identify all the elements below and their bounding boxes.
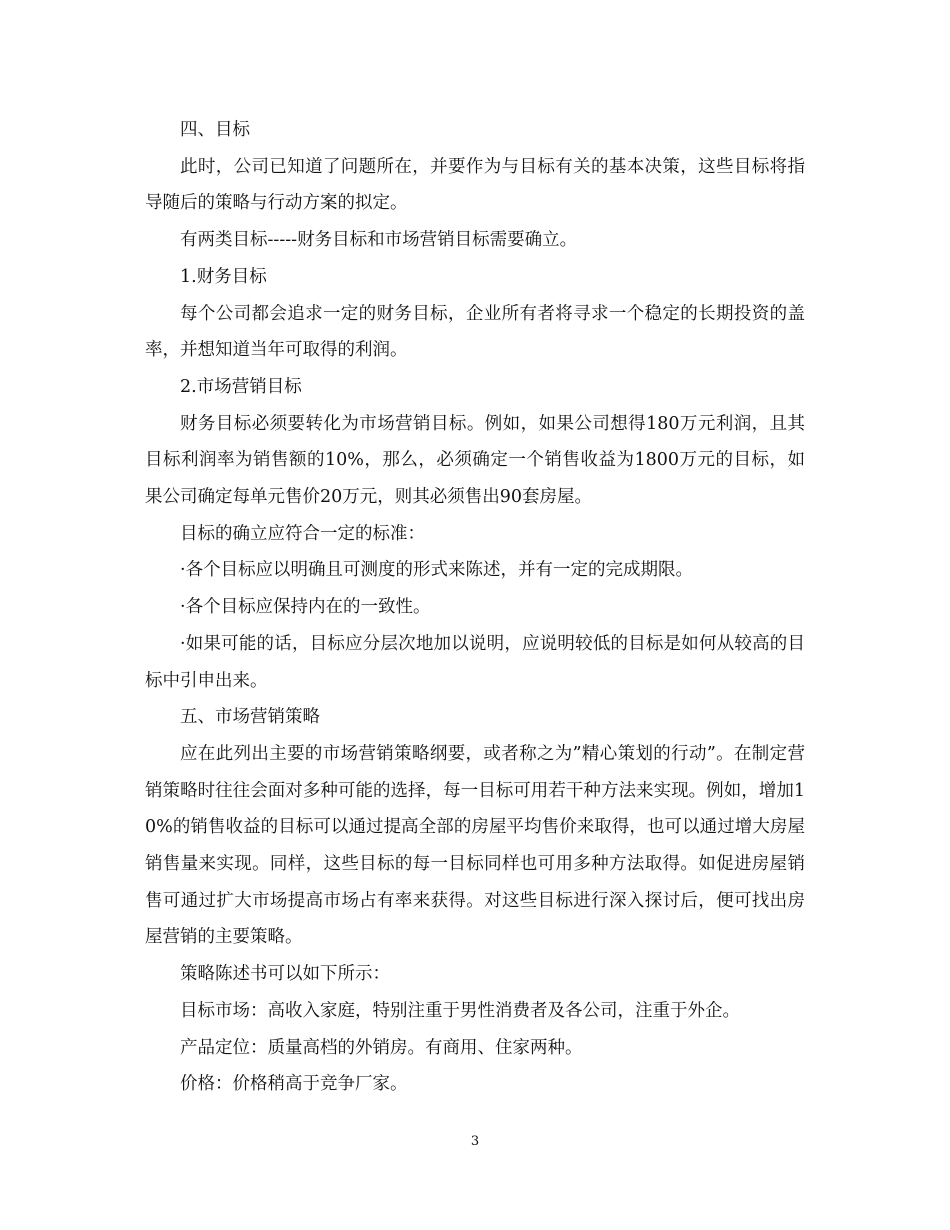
paragraph: 有两类目标-----财务目标和市场营销目标需要确立。 [180,230,578,251]
page-number: 3 [470,1134,480,1149]
bullet-item: ·各个目标应以明确且可测度的形式来陈述，并有一定的完成期限。 [180,560,694,581]
paragraph: 目标市场：高收入家庭，特别注重于男性消费者及各公司，注重于外企。 [180,1000,740,1021]
paragraph: 每个公司都会追求一定的财务目标，企业所有者将寻求一个稳定的长期投资的盖率，并想知道当年可取得的利润。 [145,303,805,361]
paragraph: 价格：价格稍高于竞争厂家。 [180,1074,408,1095]
paragraph: 策略陈述书可以如下所示： [180,964,390,985]
section-heading-marketing-strategy: 五、市场营销策略 [180,707,320,728]
subheading-marketing-objectives: 2.市场营销目标 [180,376,302,397]
paragraph: 目标的确立应符合一定的标准： [180,523,425,544]
bullet-item: ·各个目标应保持内在的一致性。 [180,597,431,618]
paragraph: 产品定位：质量高档的外销房。有商用、住家两种。 [180,1037,583,1058]
page-body [145,112,805,1103]
subheading-financial-objectives: 1.财务目标 [180,266,267,287]
paragraph: 财务目标必须要转化为市场营销目标。例如，如果公司想得180万元利润，且其目标利润率为销售额的10%，那么，必须确定一个销售收益为1800万元的目标，如果公司确定每单元售价20万元，则其必须售出90套房屋。 [145,413,805,508]
paragraph: 此时，公司已知道了问题所在，并要作为与目标有关的基本决策，这些目标将指导随后的策略与行动方案的拟定。 [145,156,805,214]
bullet-item: ·如果可能的话，目标应分层次地加以说明，应说明较低的目标是如何从较高的目标中引申出来。 [145,633,805,691]
paragraph: 应在此列出主要的市场营销策略纲要，或者称之为”精心策划的行动”。在制定营销策略时往往会面对多种可能的选择，每一目标可用若干种方法来实现。例如，增加10%的销售收益的目标可以通过提高全部的房屋平均售价来取得，也可以通过增大房屋销售量来实现。同样，这些目标的每一目标同样也可用多种方法取得。如促进房屋销售可通过扩大市场提高市场占有率来获得。对这些目标进行深入探讨后，便可找出房屋营销的主要策略。 [145,743,805,948]
section-heading-objectives: 四、目标 [180,120,250,140]
